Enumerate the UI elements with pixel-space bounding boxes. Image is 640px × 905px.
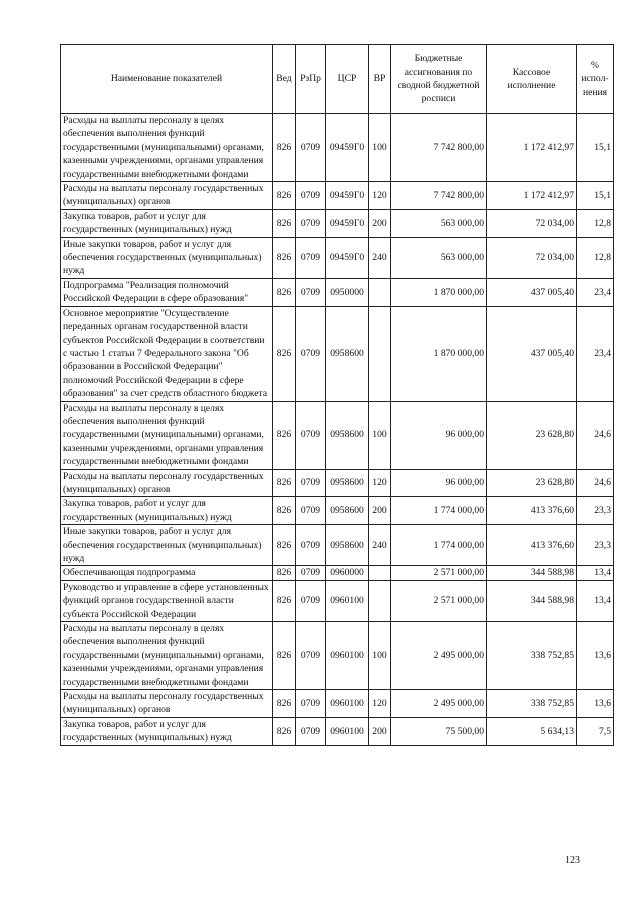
cell-vr: 200 — [369, 717, 391, 745]
cell-csr: 0960100 — [326, 580, 369, 621]
header-exec: Кассовое исполнение — [487, 45, 577, 114]
header-ved: Вед — [273, 45, 296, 114]
cell-rzpr: 0709 — [296, 209, 326, 237]
header-budget: Бюджетные ассигнования по сводной бюджетной росписи — [391, 45, 487, 114]
cell-pct: 23,3 — [577, 525, 614, 566]
cell-ved: 826 — [273, 566, 296, 580]
cell-rzpr: 0709 — [296, 401, 326, 469]
cell-exec: 23 628,80 — [487, 469, 577, 497]
cell-vr — [369, 580, 391, 621]
cell-vr: 100 — [369, 622, 391, 690]
cell-ved: 826 — [273, 690, 296, 718]
cell-vr: 120 — [369, 690, 391, 718]
table-body — [61, 114, 614, 746]
cell-budget: 2 495 000,00 — [391, 622, 487, 690]
cell-rzpr: 0709 — [296, 182, 326, 210]
cell-vr: 240 — [369, 237, 391, 278]
cell-name: Обеспечивающая подпрограмма — [61, 566, 273, 580]
cell-exec: 1 172 412,97 — [487, 114, 577, 182]
cell-csr: 09459Г0 — [326, 237, 369, 278]
cell-csr: 0958600 — [326, 469, 369, 497]
cell-vr: 100 — [369, 114, 391, 182]
cell-ved: 826 — [273, 209, 296, 237]
cell-ved: 826 — [273, 182, 296, 210]
cell-csr: 09459Г0 — [326, 114, 369, 182]
table-row — [61, 469, 614, 497]
cell-name: Руководство и управление в сфере установленных функций органов государственной власти субъекта Российской Федерации — [61, 580, 273, 621]
cell-rzpr: 0709 — [296, 278, 326, 306]
cell-ved: 826 — [273, 622, 296, 690]
cell-pct: 13,6 — [577, 622, 614, 690]
table-row — [61, 580, 614, 621]
cell-ved: 826 — [273, 717, 296, 745]
table-row — [61, 278, 614, 306]
cell-pct: 15,1 — [577, 114, 614, 182]
cell-budget: 7 742 800,00 — [391, 114, 487, 182]
cell-pct: 24,6 — [577, 401, 614, 469]
cell-csr: 0960100 — [326, 717, 369, 745]
cell-ved: 826 — [273, 237, 296, 278]
cell-rzpr: 0709 — [296, 690, 326, 718]
cell-ved: 826 — [273, 469, 296, 497]
table-row — [61, 182, 614, 210]
cell-name: Закупка товаров, работ и услуг для государственных (муниципальных) нужд — [61, 209, 273, 237]
cell-ved: 826 — [273, 525, 296, 566]
cell-pct: 15,1 — [577, 182, 614, 210]
cell-name: Расходы на выплаты персоналу государственных (муниципальных) органов — [61, 690, 273, 718]
cell-name: Иные закупки товаров, работ и услуг для обеспечения государственных (муниципальных) нужд — [61, 237, 273, 278]
cell-exec: 1 172 412,97 — [487, 182, 577, 210]
table-row — [61, 401, 614, 469]
cell-csr: 0960000 — [326, 566, 369, 580]
cell-budget: 1 774 000,00 — [391, 525, 487, 566]
cell-budget: 2 495 000,00 — [391, 690, 487, 718]
cell-vr — [369, 566, 391, 580]
cell-exec: 338 752,85 — [487, 622, 577, 690]
cell-exec: 23 628,80 — [487, 401, 577, 469]
header-csr: ЦСР — [326, 45, 369, 114]
cell-rzpr: 0709 — [296, 237, 326, 278]
cell-name: Расходы на выплаты персоналу государственных (муниципальных) органов — [61, 469, 273, 497]
cell-budget: 2 571 000,00 — [391, 580, 487, 621]
cell-vr: 200 — [369, 497, 391, 525]
cell-name: Расходы на выплаты персоналу в целях обеспечения выполнения функций государственными (муниципальными) органами, казенными учреждениями, органами управления государственными внебюджетными фондами — [61, 114, 273, 182]
cell-budget: 75 500,00 — [391, 717, 487, 745]
cell-pct: 13,6 — [577, 690, 614, 718]
cell-budget: 96 000,00 — [391, 469, 487, 497]
cell-csr: 0958600 — [326, 497, 369, 525]
cell-budget: 563 000,00 — [391, 209, 487, 237]
header-name: Наименование показателей — [61, 45, 273, 114]
table-row — [61, 114, 614, 182]
cell-ved: 826 — [273, 401, 296, 469]
cell-csr: 0958600 — [326, 306, 369, 401]
cell-rzpr: 0709 — [296, 566, 326, 580]
table-row — [61, 209, 614, 237]
cell-rzpr: 0709 — [296, 580, 326, 621]
table-row — [61, 497, 614, 525]
cell-rzpr: 0709 — [296, 717, 326, 745]
header-vr: ВР — [369, 45, 391, 114]
cell-budget: 1 870 000,00 — [391, 306, 487, 401]
cell-pct: 23,3 — [577, 497, 614, 525]
cell-rzpr: 0709 — [296, 114, 326, 182]
cell-vr: 240 — [369, 525, 391, 566]
table-row — [61, 622, 614, 690]
header-rzpr: РзПр — [296, 45, 326, 114]
cell-budget: 96 000,00 — [391, 401, 487, 469]
cell-name: Основное мероприятие "Осуществление переданных органам государственной власти субъектов Российской Федерации в соответствии с частью 1 статьи 7 Федерального закона "Об образовании в Российской Федерации" полномочий Российской Федерации в сфере образования" за счет средств областного бюджета — [61, 306, 273, 401]
cell-ved: 826 — [273, 580, 296, 621]
cell-rzpr: 0709 — [296, 306, 326, 401]
cell-pct: 23,4 — [577, 278, 614, 306]
table-row — [61, 566, 614, 580]
cell-pct: 12,8 — [577, 237, 614, 278]
cell-name: Закупка товаров, работ и услуг для государственных (муниципальных) нужд — [61, 717, 273, 745]
table-row — [61, 306, 614, 401]
cell-csr: 0960100 — [326, 622, 369, 690]
cell-exec: 338 752,85 — [487, 690, 577, 718]
cell-exec: 437 005,40 — [487, 278, 577, 306]
table-header-row — [61, 45, 614, 114]
table-row — [61, 690, 614, 718]
cell-csr: 0958600 — [326, 401, 369, 469]
cell-exec: 413 376,60 — [487, 525, 577, 566]
cell-ved: 826 — [273, 278, 296, 306]
cell-exec: 72 034,00 — [487, 209, 577, 237]
cell-exec: 413 376,60 — [487, 497, 577, 525]
header-pct: % испол-нения — [577, 45, 614, 114]
cell-budget: 2 571 000,00 — [391, 566, 487, 580]
cell-exec: 344 588,98 — [487, 580, 577, 621]
cell-vr: 200 — [369, 209, 391, 237]
cell-rzpr: 0709 — [296, 469, 326, 497]
cell-ved: 826 — [273, 306, 296, 401]
cell-exec: 437 005,40 — [487, 306, 577, 401]
cell-budget: 563 000,00 — [391, 237, 487, 278]
cell-name: Расходы на выплаты персоналу в целях обеспечения выполнения функций государственными (муниципальными) органами, казенными учреждениями, органами управления государственными внебюджетными фондами — [61, 622, 273, 690]
cell-pct: 24,6 — [577, 469, 614, 497]
cell-exec: 72 034,00 — [487, 237, 577, 278]
cell-pct: 23,4 — [577, 306, 614, 401]
cell-pct: 12,8 — [577, 209, 614, 237]
cell-csr: 0960100 — [326, 690, 369, 718]
cell-exec: 5 634,13 — [487, 717, 577, 745]
cell-pct: 7,5 — [577, 717, 614, 745]
cell-name: Иные закупки товаров, работ и услуг для обеспечения государственных (муниципальных) нужд — [61, 525, 273, 566]
cell-budget: 1 870 000,00 — [391, 278, 487, 306]
cell-rzpr: 0709 — [296, 497, 326, 525]
cell-rzpr: 0709 — [296, 622, 326, 690]
cell-pct: 13,4 — [577, 580, 614, 621]
cell-budget: 1 774 000,00 — [391, 497, 487, 525]
cell-ved: 826 — [273, 114, 296, 182]
cell-vr: 120 — [369, 182, 391, 210]
cell-rzpr: 0709 — [296, 525, 326, 566]
cell-csr: 09459Г0 — [326, 209, 369, 237]
cell-csr: 0958600 — [326, 525, 369, 566]
table-row — [61, 525, 614, 566]
budget-execution-table — [60, 44, 614, 746]
table-row — [61, 237, 614, 278]
cell-csr: 09459Г0 — [326, 182, 369, 210]
cell-vr: 120 — [369, 469, 391, 497]
cell-ved: 826 — [273, 497, 296, 525]
table-row — [61, 717, 614, 745]
cell-name: Расходы на выплаты персоналу в целях обеспечения выполнения функций государственными (муниципальными) органами, казенными учреждениями, органами управления государственными внебюджетными фондами — [61, 401, 273, 469]
cell-vr — [369, 278, 391, 306]
cell-name: Расходы на выплаты персоналу государственных (муниципальных) органов — [61, 182, 273, 210]
cell-pct: 13,4 — [577, 566, 614, 580]
cell-csr: 0950000 — [326, 278, 369, 306]
page-number: 123 — [565, 855, 580, 866]
cell-vr — [369, 306, 391, 401]
cell-budget: 7 742 800,00 — [391, 182, 487, 210]
cell-name: Закупка товаров, работ и услуг для государственных (муниципальных) нужд — [61, 497, 273, 525]
cell-name: Подпрограмма "Реализация полномочий Российской Федерации в сфере образования" — [61, 278, 273, 306]
cell-vr: 100 — [369, 401, 391, 469]
cell-exec: 344 588,98 — [487, 566, 577, 580]
